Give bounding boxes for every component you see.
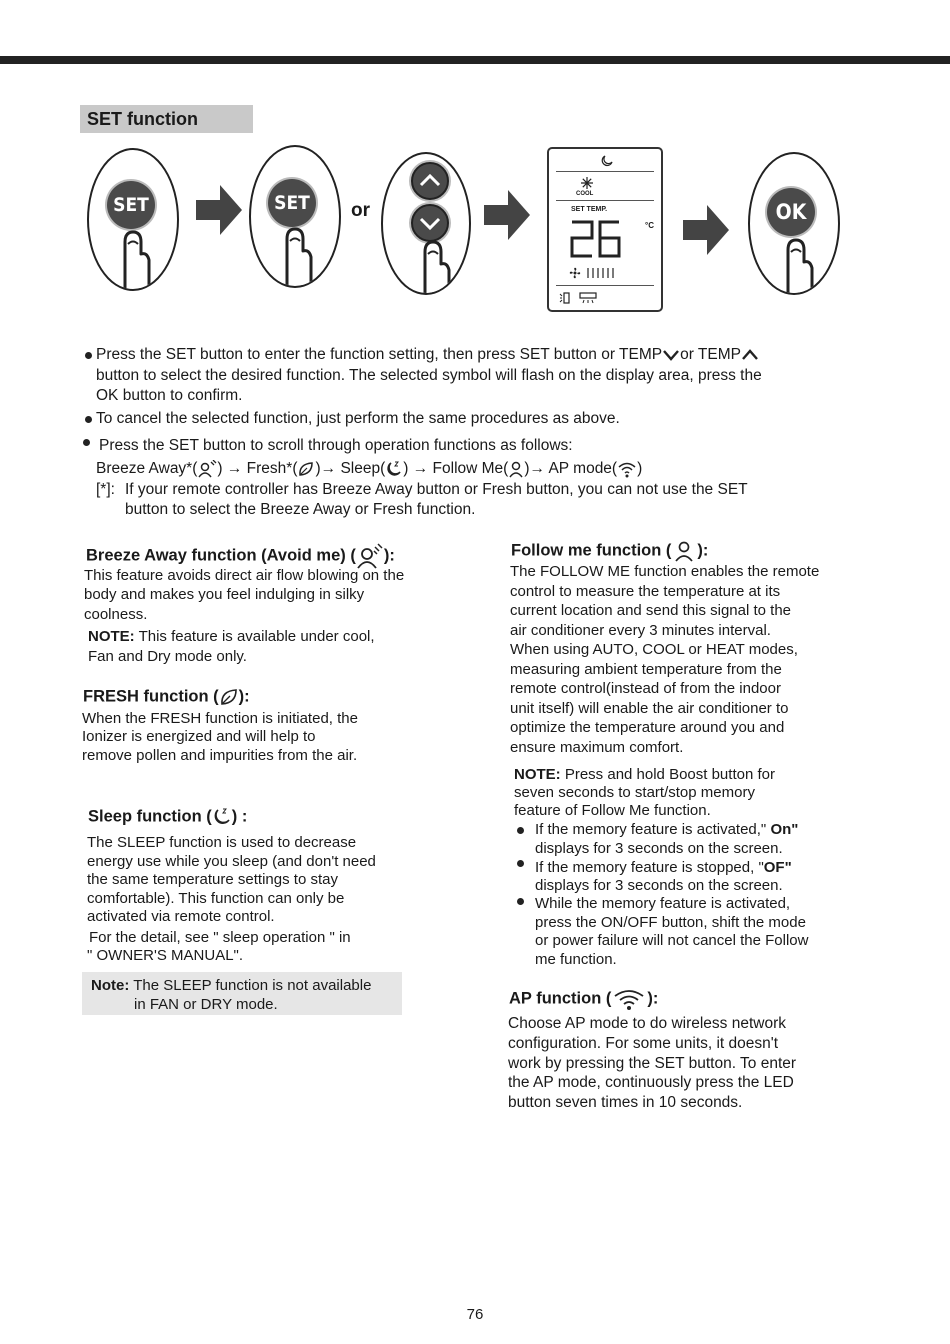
breeze-away-icon (197, 460, 217, 478)
sleep-text: the same temperature settings to stay (87, 871, 338, 888)
or-label: or (351, 200, 370, 221)
chevron-up-icon (741, 348, 759, 362)
follow-text: ensure maximum comfort. (510, 739, 684, 756)
sleep-text: " OWNER'S MANUAL". (87, 947, 244, 964)
set-button-second[interactable]: SET (268, 179, 316, 227)
breeze-text: coolness. (84, 606, 148, 623)
follow-text: When using AUTO, COOL or HEAT modes, (510, 641, 798, 658)
sleep-text: The SLEEP function is used to decrease (87, 834, 357, 851)
follow-text: air conditioner every 3 minutes interval. (510, 622, 771, 639)
sleep-heading: Sleep function ( ) : (88, 807, 248, 826)
bullet (517, 898, 524, 905)
follow-note: seven seconds to start/stop memory (514, 784, 755, 801)
bullet (517, 827, 524, 834)
follow-heading: Follow me function ( ): (511, 540, 708, 562)
follow-bullet: displays for 3 seconds on the screen. (535, 840, 783, 857)
page-number: 76 (466, 1306, 484, 1323)
person-icon (508, 460, 524, 478)
sleep-text: comfortable). This function can only be (87, 890, 345, 907)
ap-text: button seven times in 10 seconds. (508, 1094, 743, 1111)
follow-text: The FOLLOW ME function enables the remote (510, 563, 820, 580)
fresh-text: remove pollen and impurities from the air. (82, 747, 358, 764)
instruction-line: To cancel the selected function, just perform the same procedures as above. (96, 410, 620, 427)
remote-oval-set-1 (87, 148, 179, 291)
follow-note: NOTE: Press and hold Boost button for (514, 766, 775, 783)
leaf-icon (297, 460, 315, 478)
sleep-note: in FAN or DRY mode. (134, 996, 278, 1013)
breeze-note: Fan and Dry mode only. (88, 648, 247, 665)
follow-bullet: If the memory feature is activated," On" (535, 821, 799, 838)
leaf-icon (219, 687, 239, 707)
instruction-line: Press the SET button to enter the function setting, then press SET button or TEMP or TEMP (96, 345, 759, 366)
bullet (85, 352, 92, 359)
ap-text: the AP mode, continuously press the LED (508, 1074, 794, 1091)
instruction-line: button to select the desired function. The selected symbol will flash on the display area, press the (96, 367, 762, 384)
bullet (517, 860, 524, 867)
sleep-icon (601, 153, 615, 167)
follow-text: unit itself) will enable the air conditioner to (510, 700, 789, 717)
fresh-heading: FRESH function ( ): (83, 687, 250, 706)
follow-bullet: me function. (535, 951, 617, 968)
remote-oval-ok (748, 152, 840, 295)
follow-bullet: or power failure will not cancel the Follow (535, 932, 809, 949)
finger-press-icon (113, 220, 153, 290)
follow-bullet: If the memory feature is stopped, "OF" (535, 859, 792, 876)
ap-text: work by pressing the SET button. To enter (508, 1055, 797, 1072)
function-sequence: Breeze Away*( ) → Fresh*( )→ Sleep( ) → Follow Me( )→ AP mode( ) (96, 460, 643, 477)
breeze-text: body and makes you feel indulging in silky (84, 586, 365, 603)
top-rule (0, 56, 950, 64)
follow-text: current location and send this signal to the (510, 602, 792, 619)
follow-bullet: While the memory feature is activated, (535, 895, 791, 912)
right-arrow-icon (196, 185, 242, 235)
bullet (85, 416, 92, 423)
sleep-note: Note: The SLEEP function is not available (91, 977, 372, 994)
light-icon (559, 291, 573, 305)
fresh-text: Ionizer is energized and will help to (82, 728, 316, 745)
sleep-text: For the detail, see " sleep operation " in (89, 929, 351, 946)
follow-bullet: press the ON/OFF button, shift the mode (535, 914, 806, 931)
breeze-text: This feature avoids direct air flow blowing on the (84, 567, 405, 584)
ap-heading: AP function ( ): (509, 987, 658, 1011)
breeze-heading: Breeze Away function (Avoid me) ( ): (86, 543, 395, 569)
follow-text: measuring ambient temperature from the (510, 661, 782, 678)
star-note-prefix: [*]: (96, 481, 115, 498)
ok-button[interactable]: OK (767, 188, 815, 236)
chevron-up-icon (413, 164, 447, 198)
wifi-icon (617, 460, 637, 478)
star-note-line: button to select the Breeze Away or Fresh function. (125, 501, 476, 518)
fan-icon (569, 267, 581, 279)
fan-speed-bars (586, 268, 616, 278)
sleep-text: activated via remote control. (87, 908, 275, 925)
right-arrow-icon (683, 205, 729, 255)
temp-digits (569, 219, 625, 259)
remote-oval-set-2 (249, 145, 341, 288)
mode-label: COOL (576, 191, 594, 197)
finger-press-icon (776, 228, 816, 295)
breeze-note: NOTE: This feature is available under cool, (88, 628, 375, 645)
follow-note: feature of Follow Me function. (514, 802, 711, 819)
person-icon (671, 540, 697, 562)
follow-bullet: displays for 3 seconds on the screen. (535, 877, 783, 894)
ap-text: Choose AP mode to do wireless network (508, 1015, 787, 1032)
bullet (83, 439, 90, 446)
sleep-icon (385, 460, 403, 478)
follow-text: remote control(instead of from the indoor (510, 680, 781, 697)
follow-text: optimize the temperature around you and (510, 719, 785, 736)
fresh-text: When the FRESH function is initiated, the (82, 710, 358, 727)
remote-oval-temp (381, 152, 471, 295)
instruction-line: Press the SET button to scroll through operation functions as follows: (99, 437, 573, 454)
instruction-line: OK button to confirm. (96, 387, 243, 404)
temp-up-button[interactable] (411, 162, 449, 200)
wifi-icon (611, 987, 647, 1011)
chevron-down-icon (662, 348, 680, 362)
finger-press-icon (413, 230, 453, 295)
sleep-icon (212, 807, 232, 827)
right-arrow-icon (484, 190, 530, 240)
finger-press-icon (275, 217, 315, 287)
follow-text: control to measure the temperature at its (510, 583, 781, 600)
snowflake-icon (581, 177, 593, 189)
set-button[interactable]: SET (107, 181, 155, 229)
ap-text: configuration. For some units, it doesn't (508, 1035, 779, 1052)
air-conditioner-icon (579, 292, 597, 304)
set-temp-label: SET TEMP. (571, 206, 608, 213)
temp-unit: °C (645, 221, 654, 230)
sleep-text: energy use while you sleep (and don't need (87, 853, 376, 870)
star-note-line: If your remote controller has Breeze Away button or Fresh button, you can not use the SET (125, 481, 748, 498)
remote-display (547, 147, 663, 312)
section-title: SET function (80, 105, 253, 133)
